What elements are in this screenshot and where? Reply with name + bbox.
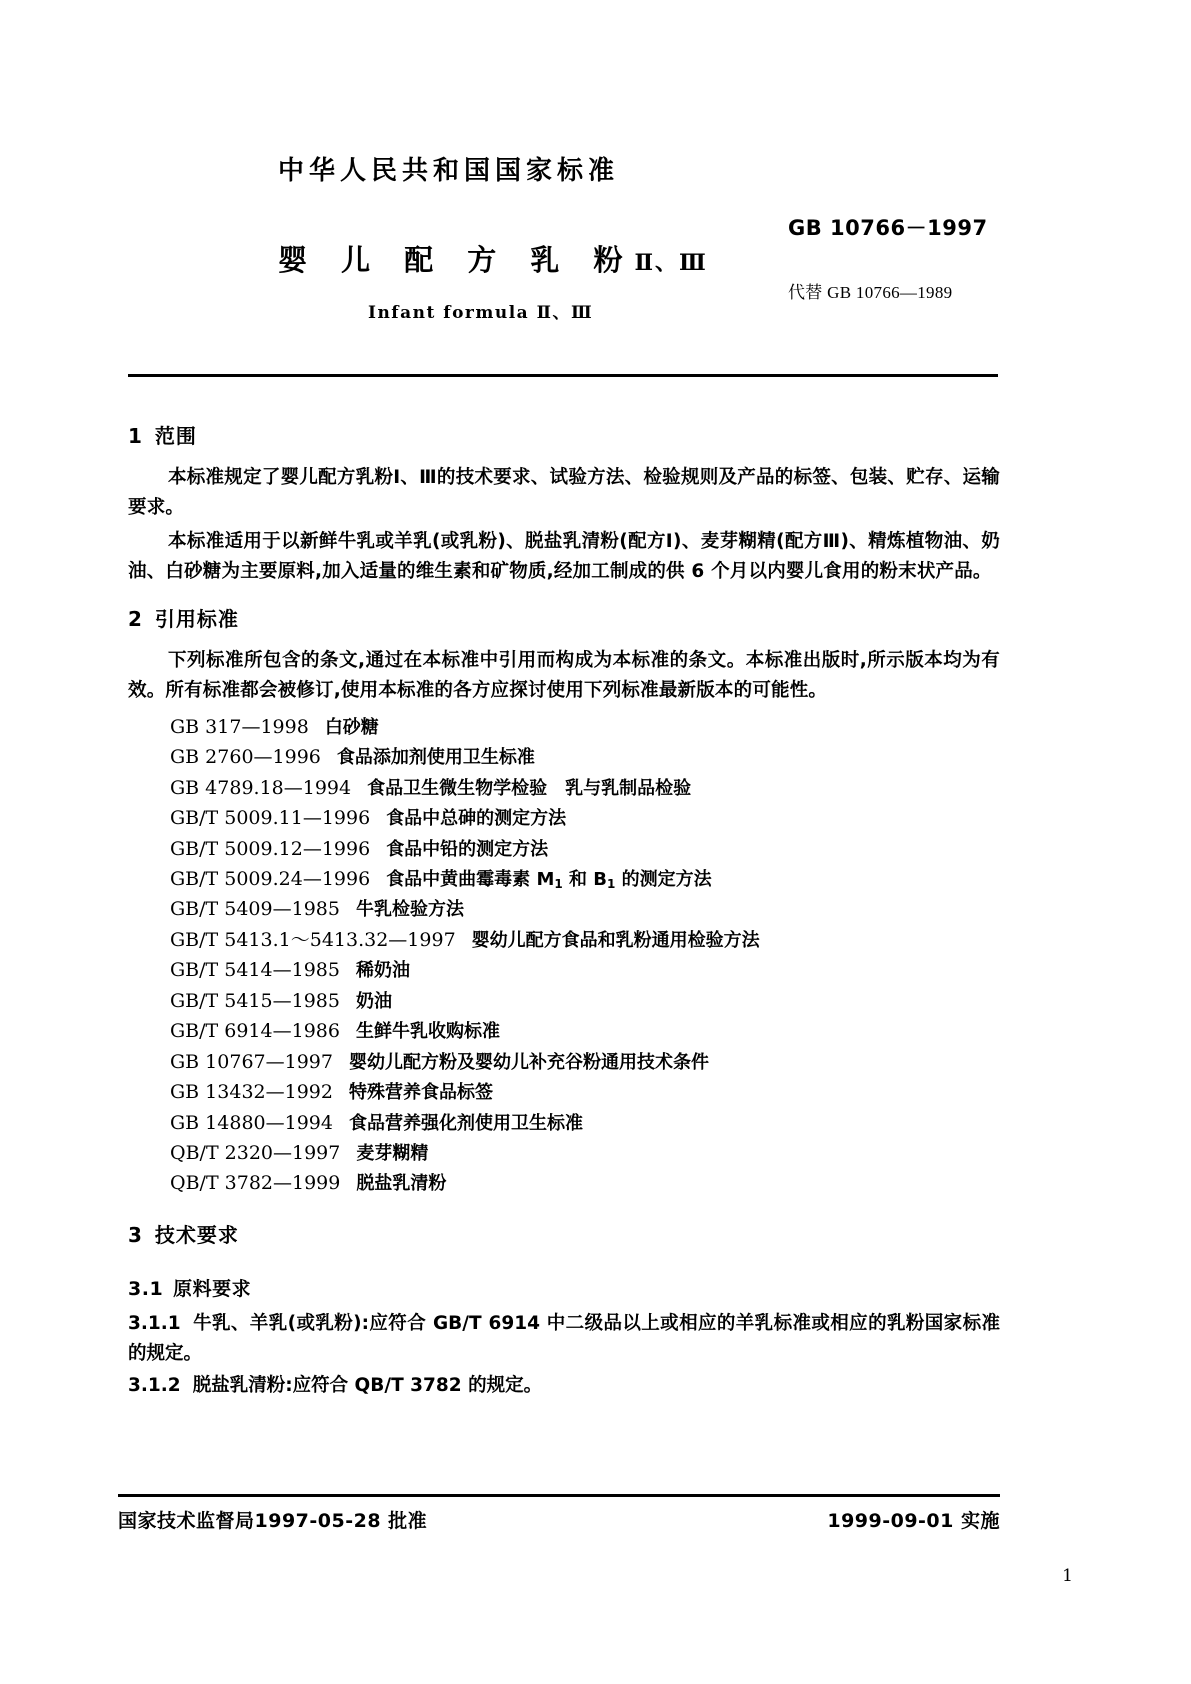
- page-title-roman-1: Ⅱ: [634, 250, 656, 276]
- normative-references-list: [128, 712, 1000, 1199]
- clause-text-3-1-1: 牛乳、羊乳(或乳粉):应符合 GB/T 6914 中二级品以上或相应的羊乳标准或相应的乳粉国家标准的规定。: [128, 1312, 1000, 1364]
- reference-code: GB 2760—1996: [170, 746, 321, 769]
- list-item: [128, 1077, 1000, 1107]
- national-standard-label: 中华人民共和国国家标准: [278, 156, 620, 186]
- reference-name: 奶油: [355, 990, 392, 1012]
- list-item: [128, 1047, 1000, 1077]
- reference-name: 白砂糖: [324, 716, 379, 738]
- spacer: [128, 591, 1000, 603]
- spacer: [128, 1199, 1000, 1219]
- list-item: [128, 834, 1000, 864]
- section-number-3-1: 3.1: [128, 1277, 164, 1300]
- clause-number-3-1-1: 3.1.1: [128, 1312, 181, 1334]
- list-item: [128, 925, 1000, 955]
- reference-name: 食品卫生微生物学检验 乳与乳制品检验: [367, 777, 692, 799]
- list-item: [128, 803, 1000, 833]
- standard-replaces: 代替 GB 10766—1989: [788, 283, 953, 302]
- list-item: [128, 1168, 1000, 1198]
- list-item: [128, 864, 1000, 894]
- scope-paragraph-2: 本标准适用于以新鲜牛乳或羊乳(或乳粉)、脱盐乳清粉(配方Ⅰ)、麦芽糊精(配方Ⅲ)、精炼植物油、奶油、白砂糖为主要原料,加入适量的维生素和矿物质,经加工制成的供 6 个月以内婴儿食用的粉末状产品。: [128, 530, 1000, 582]
- reference-code: GB/T 6914—1986: [170, 1020, 340, 1043]
- footer-divider: [118, 1494, 1000, 1497]
- list-item: [128, 955, 1000, 985]
- reference-code: GB/T 5009.11—1996: [170, 807, 371, 830]
- reference-code: GB 14880—1994: [170, 1111, 333, 1134]
- clause-3-1-2: [128, 1371, 1000, 1401]
- reference-name: 婴幼儿配方粉及婴幼儿补充谷粉通用技术条件: [348, 1051, 709, 1073]
- reference-code: QB/T 2320—1997: [170, 1141, 341, 1164]
- reference-code: GB 317—1998: [170, 715, 309, 738]
- reference-code: GB/T 5409—1985: [170, 898, 340, 921]
- page-title: [278, 238, 708, 279]
- reference-name: 食品营养强化剂使用卫生标准: [348, 1112, 583, 1134]
- page-title-cjk: 婴 儿 配 方 乳 粉: [278, 243, 635, 277]
- page-number: 1: [1062, 1566, 1073, 1586]
- reference-name: 食品中总砷的测定方法: [386, 808, 567, 830]
- list-item: [128, 712, 1000, 742]
- reference-name: 食品中黄曲霉毒素 $M_1$ 和 $B_1$ 的测定方法: [386, 869, 712, 891]
- section-heading-raw-material: [128, 1274, 1000, 1301]
- standard-code: GB 10766－1997: [788, 216, 988, 240]
- list-item: [128, 894, 1000, 924]
- list-item: [128, 1016, 1000, 1046]
- reference-code: QB/T 3782—1999: [170, 1172, 341, 1195]
- normative-references-intro: 下列标准所包含的条文,通过在本标准中引用而构成为本标准的条文。本标准出版时,所示版本均为有效。所有标准都会被修订,使用本标准的各方应探讨使用下列标准最新版本的可能性。: [128, 649, 1000, 701]
- reference-name: 生鲜牛乳收购标准: [355, 1021, 500, 1043]
- clause-number-3-1-2: 3.1.2: [128, 1374, 181, 1396]
- page-title-english: Infant formula Ⅱ、Ⅲ: [368, 303, 594, 323]
- reference-code: GB/T 5413.1～5413.32—1997: [170, 928, 456, 951]
- section-number-3: 3: [128, 1222, 143, 1247]
- clause-3-1-1: [128, 1309, 1000, 1369]
- document-footer: [118, 1506, 1000, 1540]
- reference-code: GB/T 5414—1985: [170, 959, 340, 982]
- document-body: [128, 420, 1000, 1403]
- list-item: [128, 742, 1000, 772]
- section-number-1: 1: [128, 424, 143, 448]
- reference-code: GB 13432—1992: [170, 1081, 333, 1104]
- reference-code: GB/T 5415—1985: [170, 989, 340, 1012]
- spacer: [128, 1262, 1000, 1274]
- header-divider: [128, 374, 998, 377]
- reference-name: 麦芽糊精: [356, 1142, 429, 1164]
- reference-name: 特殊营养食品标签: [348, 1082, 493, 1104]
- reference-name: 婴幼儿配方食品和乳粉通用检验方法: [471, 929, 760, 951]
- section-title-3-1: 原料要求: [173, 1277, 252, 1300]
- implementation-date: 1999-09-01 实施: [827, 1510, 1000, 1532]
- page-title-roman-sep: 、: [655, 250, 680, 276]
- list-item: [128, 1138, 1000, 1168]
- reference-code: GB 10767—1997: [170, 1050, 333, 1073]
- list-item: [128, 773, 1000, 803]
- page-title-roman-2: Ⅲ: [679, 250, 708, 276]
- scope-paragraph-1: 本标准规定了婴儿配方乳粉Ⅰ、Ⅲ的技术要求、试验方法、检验规则及产品的标签、包装、贮存、运输要求。: [128, 467, 1000, 518]
- section-heading-normative-references: [128, 603, 1000, 632]
- reference-code: GB 4789.18—1994: [170, 776, 352, 799]
- reference-name: 牛乳检验方法: [355, 899, 464, 921]
- clause-text-3-1-2: 脱盐乳清粉:应符合 QB/T 3782 的规定。: [192, 1374, 543, 1396]
- reference-name: 稀奶油: [355, 960, 410, 982]
- reference-name: 食品中铅的测定方法: [386, 838, 549, 860]
- reference-name: 食品添加剂使用卫生标准: [336, 747, 535, 769]
- approval-statement: 国家技术监督局1997-05-28 批准: [118, 1510, 428, 1532]
- section-title-1: 范围: [154, 424, 197, 448]
- section-heading-scope: [128, 420, 1000, 449]
- list-item: [128, 986, 1000, 1016]
- reference-name: 脱盐乳清粉: [356, 1173, 447, 1195]
- list-item: [128, 1108, 1000, 1138]
- reference-code: GB/T 5009.24—1996: [170, 868, 371, 890]
- section-number-2: 2: [128, 606, 143, 631]
- document-masthead: [128, 150, 1008, 360]
- section-title-2: 引用标准: [154, 606, 239, 631]
- section-title-3: 技术要求: [154, 1222, 239, 1247]
- reference-code: GB/T 5009.12—1996: [170, 837, 371, 860]
- section-heading-technical-requirements: [128, 1219, 1000, 1248]
